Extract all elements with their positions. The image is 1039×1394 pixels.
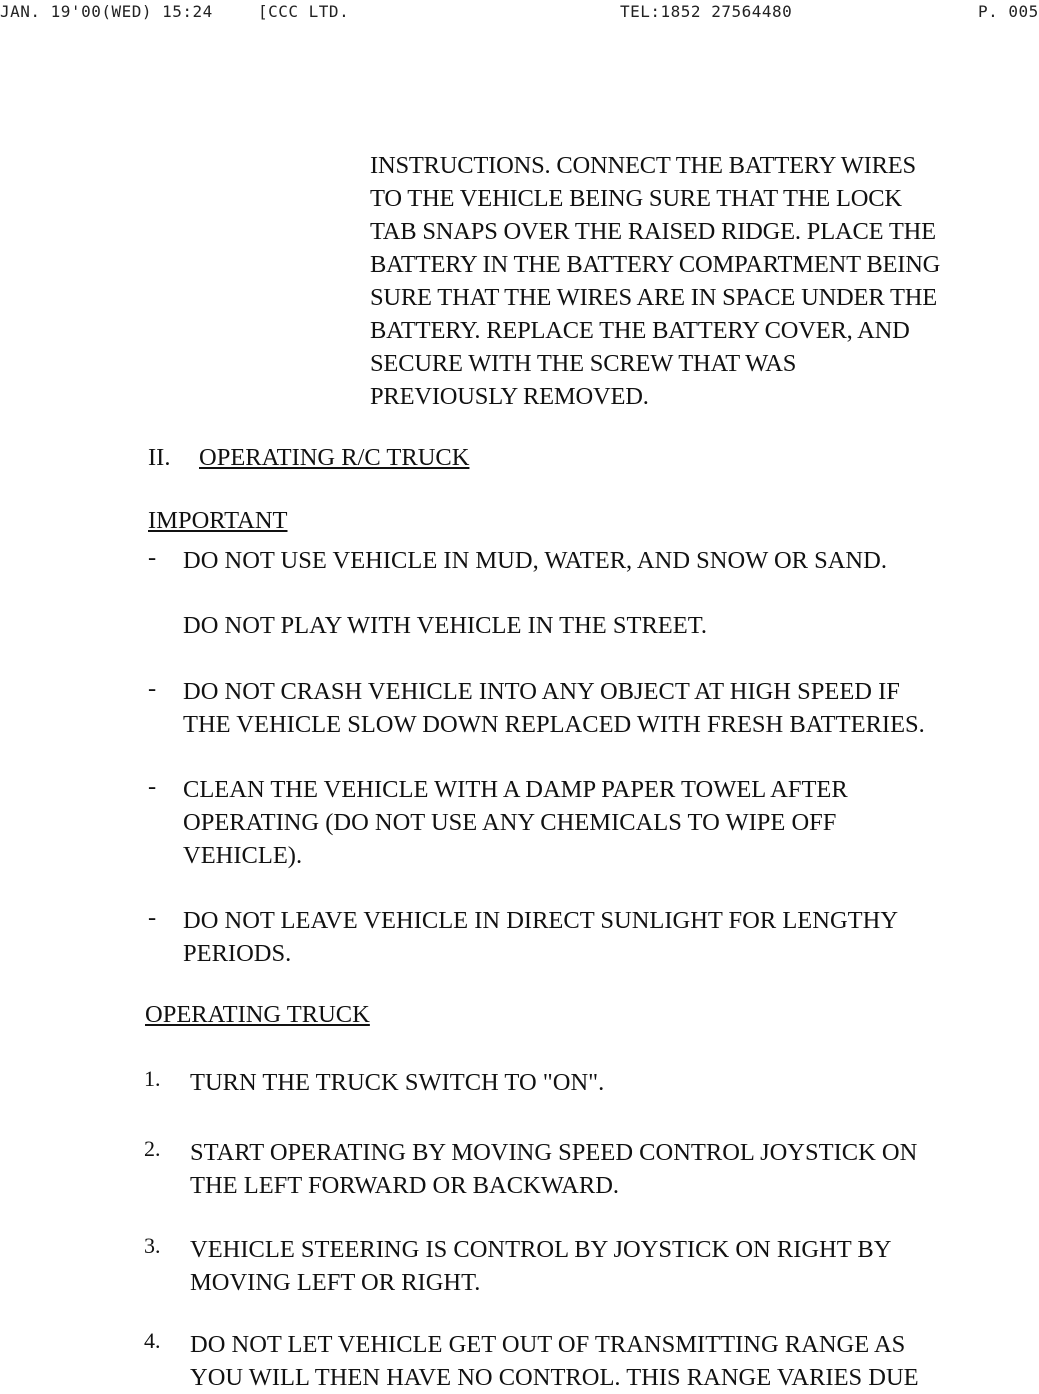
important-item [183,904,898,970]
paragraph-line: SURE THAT THE WIRES ARE IN SPACE UNDER THE [370,284,937,311]
step-line: DO NOT LET VEHICLE GET OUT OF TRANSMITTING RANGE AS [190,1331,906,1358]
step-number: 1. [144,1066,161,1091]
operating-step [190,1066,604,1099]
paragraph-line: SECURE WITH THE SCREW THAT WAS [370,350,797,377]
fax-telephone: TEL:1852 27564480 [620,2,793,21]
important-item [183,773,848,872]
fax-date: JAN. 19'00(WED) 15:24 [0,2,213,21]
paragraph-line: BATTERY IN THE BATTERY COMPARTMENT BEING [370,251,941,278]
item-line: PERIODS. [183,940,292,967]
step-number: 3. [144,1233,161,1258]
important-item [183,544,887,577]
step-number: 4. [144,1328,161,1353]
bullet-marker: - [148,773,157,800]
operating-truck-heading: OPERATING TRUCK [145,1001,370,1028]
item-line: DO NOT CRASH VEHICLE INTO ANY OBJECT AT HIGH SPEED IF [183,678,900,705]
item-line: DO NOT PLAY WITH VEHICLE IN THE STREET. [183,612,707,639]
step-line: START OPERATING BY MOVING SPEED CONTROL JOYSTICK ON [190,1139,918,1166]
operating-step [190,1136,917,1202]
item-line: CLEAN THE VEHICLE WITH A DAMP PAPER TOWEL AFTER [183,776,848,803]
bullet-marker: - [148,904,157,931]
operating-step [190,1233,891,1299]
fax-company: [CCC LTD. [258,2,350,21]
bullet-marker: - [148,544,157,571]
paragraph-line: PREVIOUSLY REMOVED. [370,383,649,410]
item-line: VEHICLE). [183,842,303,869]
step-line: MOVING LEFT OR RIGHT. [190,1269,481,1296]
important-item [183,609,707,642]
fax-header [0,0,1039,28]
item-line: DO NOT USE VEHICLE IN MUD, WATER, AND SNOW OR SAND. [183,547,887,574]
paragraph-line: INSTRUCTIONS. CONNECT THE BATTERY WIRES [370,152,916,179]
step-line: VEHICLE STEERING IS CONTROL BY JOYSTICK ON RIGHT BY [190,1236,892,1263]
step-line: THE LEFT FORWARD OR BACKWARD. [190,1172,620,1199]
fax-page-number: P. 005 [978,2,1039,21]
step-line: YOU WILL THEN HAVE NO CONTROL. THIS RANGE VARIES DUE [190,1364,919,1391]
important-item [183,675,925,741]
section-number: II. [148,444,171,471]
step-number: 2. [144,1136,161,1161]
paragraph-line: TO THE VEHICLE BEING SURE THAT THE LOCK [370,185,902,212]
important-heading: IMPORTANT [148,507,288,534]
paragraph-line: TAB SNAPS OVER THE RAISED RIDGE. PLACE THE [370,218,936,245]
section-title: OPERATING R/C TRUCK [199,444,470,471]
step-line: TURN THE TRUCK SWITCH TO "ON". [190,1069,605,1096]
paragraph-line: BATTERY. REPLACE THE BATTERY COVER, AND [370,317,910,344]
battery-instructions-paragraph [370,149,940,413]
bullet-marker: - [148,675,157,702]
operating-step [190,1328,919,1394]
item-line: DO NOT LEAVE VEHICLE IN DIRECT SUNLIGHT FOR LENGTHY [183,907,899,934]
item-line: OPERATING (DO NOT USE ANY CHEMICALS TO WIPE OFF [183,809,837,836]
item-line: THE VEHICLE SLOW DOWN REPLACED WITH FRESH BATTERIES. [183,711,925,738]
